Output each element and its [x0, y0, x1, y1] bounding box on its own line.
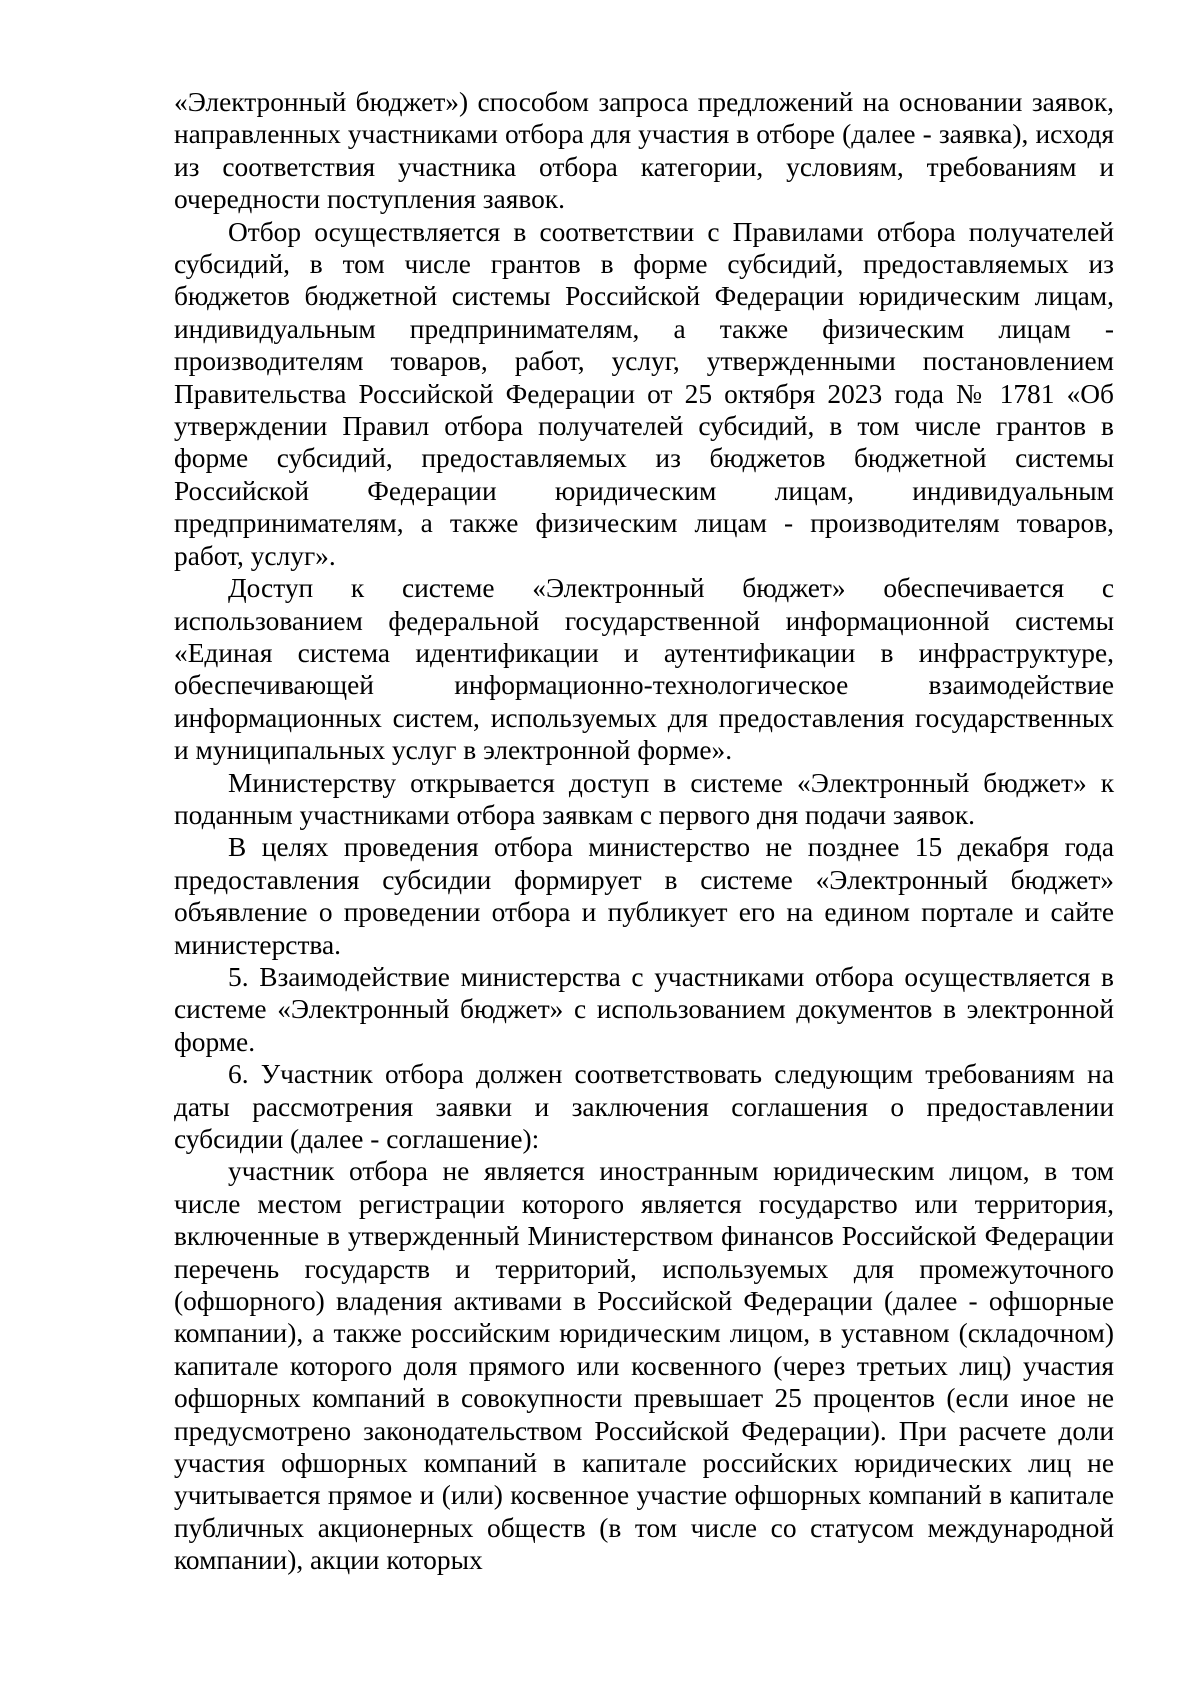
paragraph-selection-rules: Отбор осуществляется в соответствии с Правилами отбора получателей субсидий, в том числе грантов в форме субсидий, предоставляемых из бюджетов бюджетной системы Российской Федерации юридическим лицам, индивидуальным предпринимателям, а также физическим лицам - производителям товаров, работ, услуг, утвержденными постановлением Правительства Российской Федерации от 25 октября 2023 года № 1781 «Об утверждении Правил отбора получателей субсидий, в том числе грантов в форме субсидий, предоставляемых из бюджетов бюджетной системы Российской Федерации юридическим лицам, индивидуальным предпринимателям, а также физическим лицам - производителям товаров, работ, услуг».: [174, 216, 1114, 571]
paragraph-item-5: 5. Взаимодействие министерства с участниками отбора осуществляется в системе «Электронный бюджет» с использованием документов в электронной форме.: [174, 961, 1114, 1057]
paragraph-system-access: Доступ к системе «Электронный бюджет» обеспечивается с использованием федеральной государственной информационной системы «Единая система идентификации и аутентификации в инфраструктуре, обеспечивающей информационно-технологическое взаимодействие информационных систем, используемых для предоставления государственных и муниципальных услуг в электронной форме».: [174, 573, 1114, 766]
paragraph-announcement: В целях проведения отбора министерство не позднее 15 декабря года предоставления субсидии формирует в системе «Электронный бюджет» объявление о проведении отбора и публикует его на едином портале и сайте министерства.: [174, 832, 1114, 960]
paragraph-continuation: «Электронный бюджет») способом запроса предложений на основании заявок, направленных участниками отбора для участия в отборе (далее - заявка), исходя из соответствия участника отбора категории, условиям, требованиям и очередности поступления заявок.: [174, 87, 1114, 215]
paragraph-offshore-requirement: участник отбора не является иностранным юридическим лицом, в том числе местом регистрации которого является государство или территория, включенные в утвержденный Министерством финансов Российской Федерации перечень государств и территорий, используемых для промежуточного (офшорного) владения активами в Российской Федерации (далее - офшорные компании), а также российским юридическим лицом, в уставном (складочном) капитале которого доля прямого или косвенного (через третьих лиц) участия офшорных компаний в совокупности превышает 25 процентов (если иное не предусмотрено законодательством Российской Федерации). При расчете доли участия офшорных компаний в капитале российских юридических лиц не учитывается прямое и (или) косвенное участие офшорных компаний в капитале публичных акционерных обществ (в том числе со статусом международной компании), акции которых: [174, 1156, 1114, 1576]
document-body: [174, 86, 1114, 1577]
paragraph-item-6: 6. Участник отбора должен соответствовать следующим требованиям на даты рассмотрения заявки и заключения соглашения о предоставлении субсидии (далее - соглашение):: [174, 1059, 1114, 1154]
paragraph-ministry-access: Министерству открывается доступ в системе «Электронный бюджет» к поданным участниками отбора заявкам с первого дня подачи заявок.: [174, 767, 1114, 830]
